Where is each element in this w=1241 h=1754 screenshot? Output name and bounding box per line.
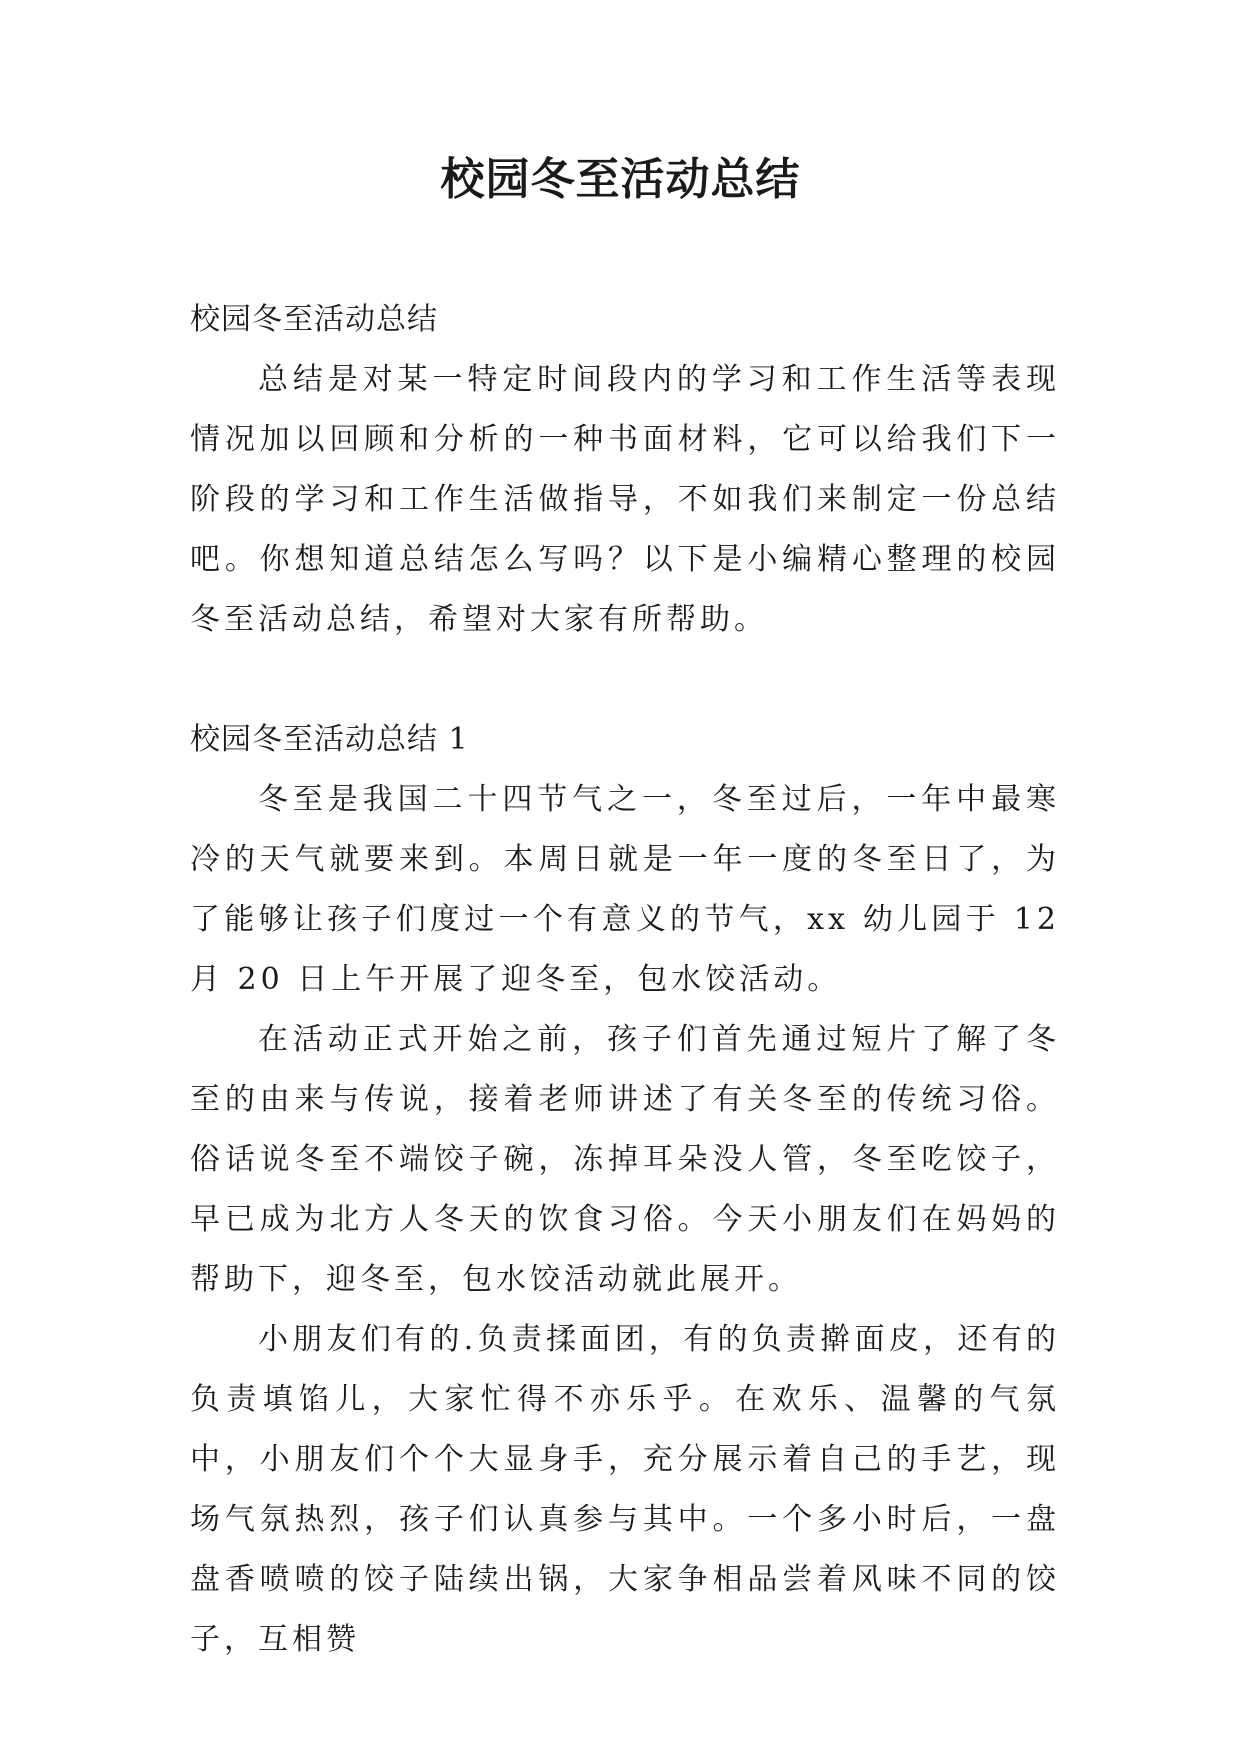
section1-paragraph-3: 小朋友们有的.负责揉面团，有的负责擀面皮，还有的负责填馅儿，大家忙得不亦乐乎。在欢乐、温馨的气氛中，小朋友们个个大显身手，充分展示着自己的手艺，现场气氛热烈，孩子们认真参与其中。一个多小时后，一盘盘香喷喷的饺子陆续出锅，大家争相品尝着风味不同的饺子，互相赞	[190, 1322, 1060, 1657]
section-spacer	[190, 650, 1060, 710]
section1-paragraph-1: 冬至是我国二十四节气之一，冬至过后，一年中最寒冷的天气就要来到。本周日就是一年一度的冬至日了，为了能够让孩子们度过一个有意义的节气，xx 幼儿园于 12 月 20 日上午开展了迎冬至，包水饺活动。	[190, 782, 1060, 997]
section1-paragraph-2: 在活动正式开始之前，孩子们首先通过短片了解了冬至的由来与传说，接着老师讲述了有关冬至的传统习俗。俗话说冬至不端饺子碗，冻掉耳朵没人管，冬至吃饺子，早已成为北方人冬天的饮食习俗。今天小朋友们在妈妈的帮助下，迎冬至，包水饺活动就此展开。	[190, 1022, 1060, 1297]
document-body	[190, 290, 1060, 1670]
section1-heading: 校园冬至活动总结 1	[190, 722, 469, 757]
intro-heading: 校园冬至活动总结	[190, 302, 438, 337]
intro-paragraph: 总结是对某一特定时间段内的学习和工作生活等表现情况加以回顾和分析的一种书面材料，它可以给我们下一阶段的学习和工作生活做指导，不如我们来制定一份总结吧。你想知道总结怎么写吗？以下是小编精心整理的校园冬至活动总结，希望对大家有所帮助。	[190, 362, 1060, 637]
document-title: 校园冬至活动总结	[440, 154, 801, 205]
